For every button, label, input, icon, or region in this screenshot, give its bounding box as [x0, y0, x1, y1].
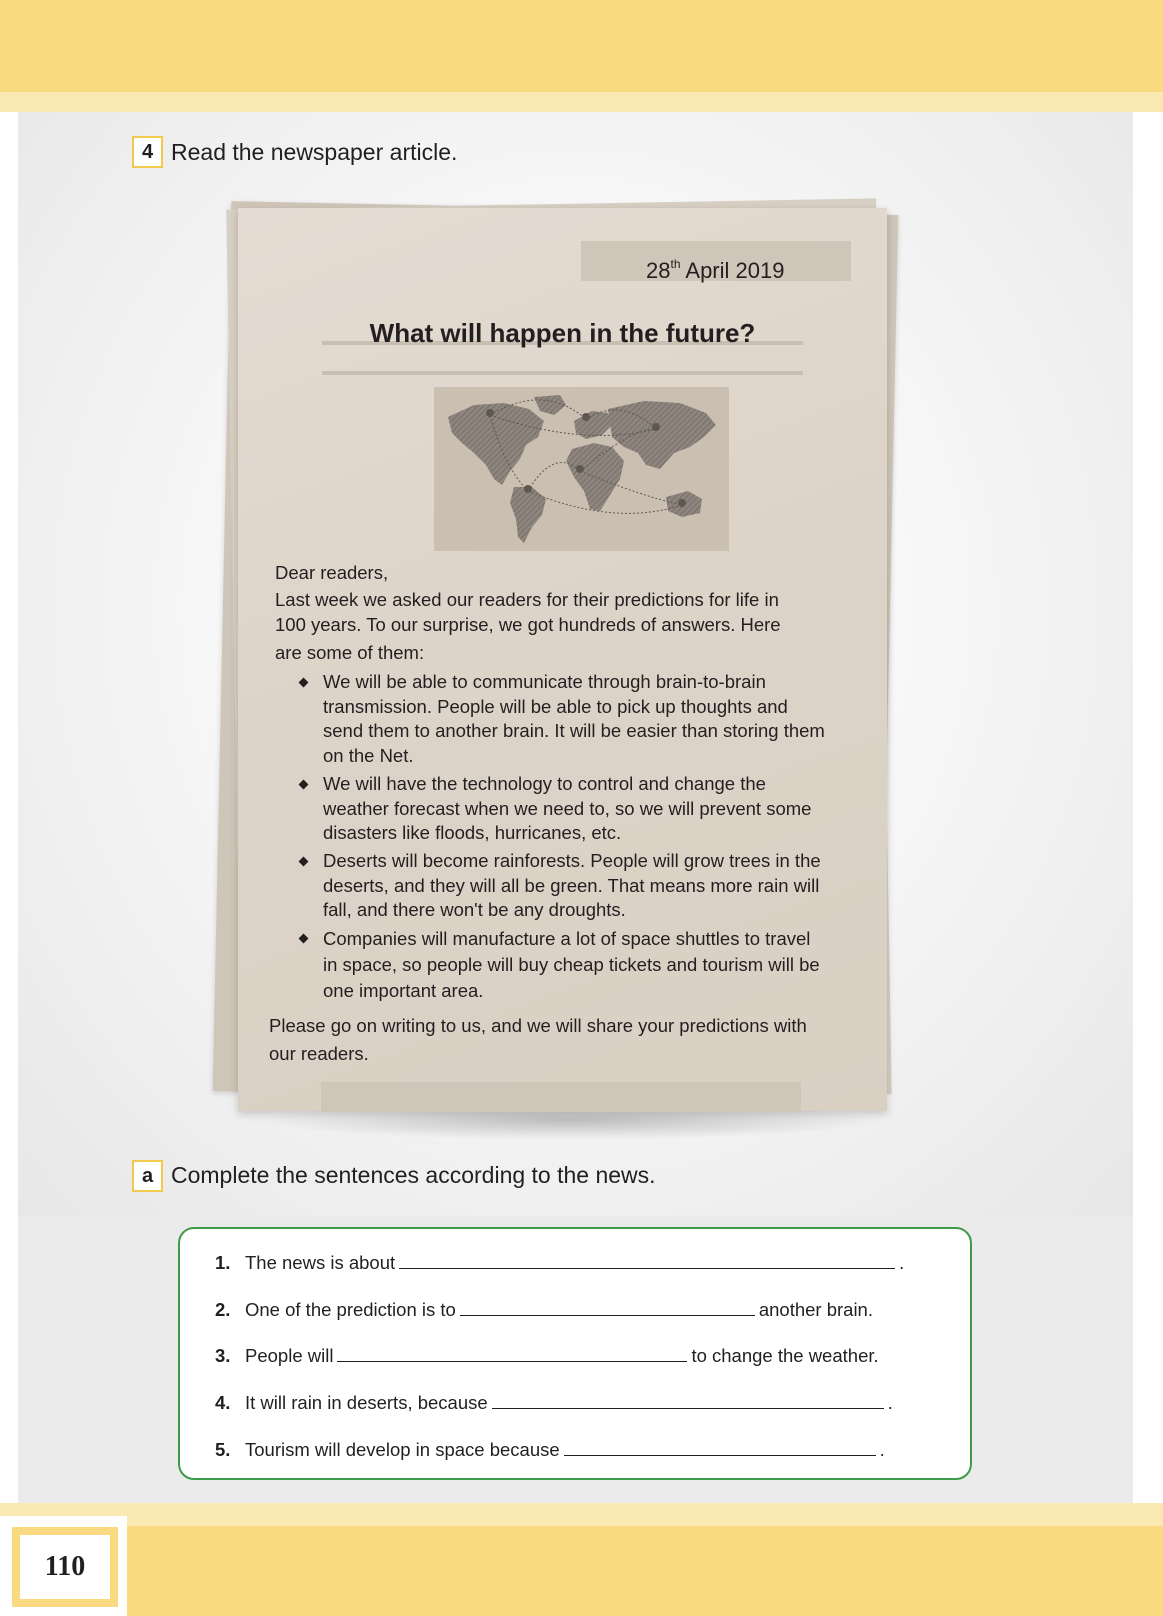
sentence-number: 4. — [215, 1392, 231, 1413]
article-intro-line: Last week we asked our readers for their predictions for life in — [275, 589, 779, 610]
bottom-band — [0, 1526, 1163, 1616]
sentence-end: . — [899, 1252, 905, 1273]
sentence-end: . — [887, 1392, 893, 1413]
prediction-text: Deserts will become rainforests. People will grow trees in the deserts, and they will all be green. That means more rain will fall, and there won't be any droughts. — [323, 850, 821, 920]
exercise-number-badge: 4 — [132, 136, 163, 168]
sentence-number: 3. — [215, 1345, 231, 1366]
completion-sentence — [215, 1251, 904, 1274]
sentence-start: Tourism will develop in space because — [245, 1439, 560, 1460]
completion-sentence — [215, 1298, 873, 1321]
article-closing-line: Please go on writing to us, and we will share your predictions with — [269, 1015, 807, 1036]
sentence-end: . — [879, 1439, 885, 1460]
sentence-start: The news is about — [245, 1252, 396, 1273]
top-strip — [0, 92, 1163, 112]
article-greeting: Dear readers, — [275, 562, 389, 583]
completion-sentence — [215, 1438, 885, 1461]
article-title: What will happen in the future? — [369, 318, 756, 348]
article-closing-line: our readers. — [269, 1043, 369, 1064]
page-number: 110 — [20, 1535, 110, 1599]
answer-blank[interactable] — [399, 1251, 895, 1269]
article-date: 28th April 2019 — [646, 256, 785, 283]
article-footer-band — [321, 1082, 801, 1112]
article-intro-line: are some of them: — [275, 642, 425, 663]
title-rule-bottom — [322, 371, 803, 375]
sentence-number: 5. — [215, 1439, 231, 1460]
right-margin — [1133, 112, 1163, 1503]
sentence-start: One of the prediction is to — [245, 1299, 456, 1320]
answer-blank[interactable] — [564, 1438, 876, 1456]
sentence-end: another brain. — [758, 1299, 873, 1320]
prediction-text: Companies will manufacture a lot of space shuttles to travel in space, so people will buy cheap tickets and tourism will be one important area. — [323, 928, 820, 1001]
sentence-start: People will — [245, 1345, 334, 1366]
answer-blank[interactable] — [492, 1391, 884, 1409]
sentence-number: 2. — [215, 1299, 231, 1320]
answer-blank[interactable] — [337, 1344, 687, 1362]
sentence-start: It will rain in deserts, because — [245, 1392, 488, 1413]
sentence-number: 1. — [215, 1252, 231, 1273]
completion-sentence — [215, 1344, 879, 1367]
exercise-instruction: Read the newspaper article. — [171, 139, 458, 165]
article-intro-line: 100 years. To our surprise, we got hundreds of answers. Here — [275, 614, 781, 635]
world-map-icon — [434, 387, 729, 551]
sentence-end: to change the weather. — [691, 1345, 879, 1366]
top-band — [0, 0, 1163, 92]
exercise-letter-badge: a — [132, 1160, 163, 1192]
completion-sentence — [215, 1391, 893, 1414]
exercise-a-instruction: Complete the sentences according to the news. — [171, 1162, 656, 1188]
answer-blank[interactable] — [460, 1298, 755, 1316]
prediction-text: We will be able to communicate through brain-to-brain transmission. People will be able to pick up thoughts and send them to another brain. It will be easier than storing them on the Net. — [323, 671, 825, 766]
prediction-text: We will have the technology to control and change the weather forecast when we need to, so we will prevent some disasters like floods, hurricanes, etc. — [323, 773, 812, 843]
bottom-strip — [0, 1503, 1163, 1526]
